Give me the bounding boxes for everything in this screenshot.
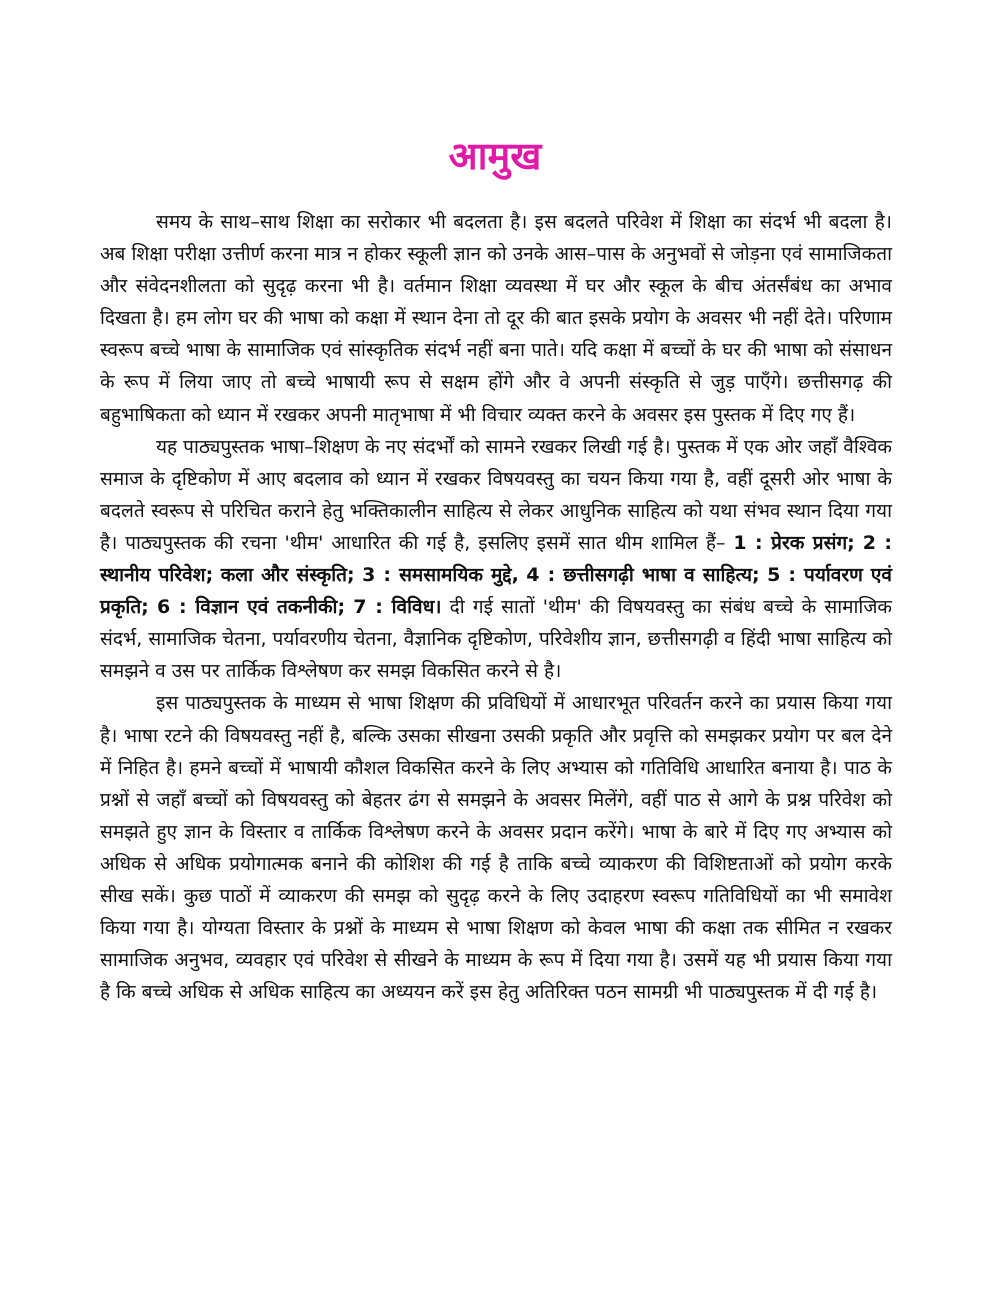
theme-5: 5 : पर्यावरण एवं प्रकृति; bbox=[100, 564, 892, 619]
paragraph-2-intro: यह पाठ्यपुस्तक भाषा–शिक्षण के नए संदर्भों को सामने रखकर लिखी गई है। पुस्तक में एक ओर जहाँ वैश्विक समाज के दृष्टिकोण में आए बदलाव को ध्यान में रखकर विषयवस्तु का चयन किया गया है, वहीं दूसरी ओर भाषा के बदलते स्वरूप से परिचित कराने हेतु भक्तिकालीन साहित्य से लेकर आधुनिक साहित्य को यथा संभव स्थान दिया गया है। पाठ्यपुस्तक की रचना 'थीम' आधारित की गई है, इसलिए इसमें सात थीम शामिल हैं– bbox=[100, 435, 892, 554]
theme-3: 3 : समसामयिक मुद्दे, bbox=[362, 564, 519, 587]
theme-2: 2 : स्थानीय परिवेश; bbox=[100, 531, 892, 587]
preface-body bbox=[100, 206, 892, 1008]
paragraph-2-outro: दी गई सातों 'थीम' की विषयवस्तु का संबंध बच्चे के सामाजिक संदर्भ, सामाजिक चेतना, पर्यावरणीय चेतना, वैज्ञानिक दृष्टिकोण, परिवेशीय ज्ञान, छत्तीसगढ़ी व हिंदी भाषा साहित्य को समझने व उस पर तार्किक विश्लेषण कर समझ विकसित करने से है। bbox=[100, 596, 893, 683]
page-title: आमुख bbox=[448, 134, 542, 178]
theme-2-continued: कला और संस्कृति; bbox=[220, 564, 355, 587]
theme-4: 4 : छत्तीसगढ़ी भाषा व साहित्य; bbox=[526, 564, 760, 587]
theme-6: 6 : विज्ञान एवं तकनीकी; bbox=[156, 596, 346, 619]
theme-7: 7 : विविध। bbox=[353, 596, 442, 619]
theme-1: 1 : प्रेरक प्रसंग; bbox=[733, 531, 855, 554]
paragraph-1: समय के साथ–साथ शिक्षा का सरोकार भी बदलता है। इस बदलते परिवेश में शिक्षा का संदर्भ भी बदला है। अब शिक्षा परीक्षा उत्तीर्ण करना मात्र न होकर स्कूली ज्ञान को उनके आस–पास के अनुभवों से जोड़ना एवं सामाजिकता और संवेदनशीलता को सुदृढ़ करना भी है। वर्तमान शिक्षा व्यवस्था में घर और स्कूल के बीच अंतर्संबंध का अभाव दिखता है। हम लोग घर की भाषा को कक्षा में स्थान देना तो दूर की बात इसके प्रयोग के अवसर भी नहीं देते। परिणाम स्वरूप बच्चे भाषा के सामाजिक एवं सांस्कृतिक संदर्भ नहीं बना पाते। यदि कक्षा में बच्चों के घर की भाषा को संसाधन के रूप में लिया जाए तो बच्चे भाषायी रूप से सक्षम होंगे और वे अपनी संस्कृति से जुड़ पाएँगे। छत्तीसगढ़ की बहुभाषिकता को ध्यान में रखकर अपनी मातृभाषा में भी विचार व्यक्त करने के अवसर इस पुस्तक में दिए गए हैं। bbox=[100, 211, 892, 426]
paragraph-2 bbox=[100, 431, 892, 688]
paragraph-3: इस पाठ्यपुस्तक के माध्यम से भाषा शिक्षण की प्रविधियों में आधारभूत परिवर्तन करने का प्रयास किया गया है। भाषा रटने की विषयवस्तु नहीं है, बल्कि उसका सीखना उसकी प्रकृति और प्रवृत्ति को समझकर प्रयोग पर बल देने में निहित है। हमने बच्चों में भाषायी कौशल विकसित करने के लिए अभ्यास को गतिविधि आधारित बनाया है। पाठ के प्रश्नों से जहाँ बच्चों को विषयवस्तु को बेहतर ढंग से समझने के अवसर मिलेंगे, वहीं पाठ से आगे के प्रश्न परिवेश को समझते हुए ज्ञान के विस्तार व तार्किक विश्लेषण करने के अवसर प्रदान करेंगे। भाषा के बारे में दिए गए अभ्यास को अधिक से अधिक प्रयोगात्मक बनाने की कोशिश की गई है ताकि बच्चे व्याकरण की विशिष्टताओं को प्रयोग करके सीख सकें। कुछ पाठों में व्याकरण की समझ को सुदृढ़ करने के लिए उदाहरण स्वरूप गतिविधियों का भी समावेश किया गया है। योग्यता विस्तार के प्रश्नों के माध्यम से भाषा शिक्षण को केवल भाषा की कक्षा तक सीमित न रखकर सामाजिक अनुभव, व्यवहार एवं परिवेश से सीखने के माध्यम के रूप में दिया गया है। उसमें यह भी प्रयास किया गया है कि बच्चे अधिक से अधिक साहित्य का अध्ययन करें इस हेतु अतिरिक्त पठन सामग्री भी पाठ्यपुस्तक में दी गई है। bbox=[100, 692, 892, 1004]
